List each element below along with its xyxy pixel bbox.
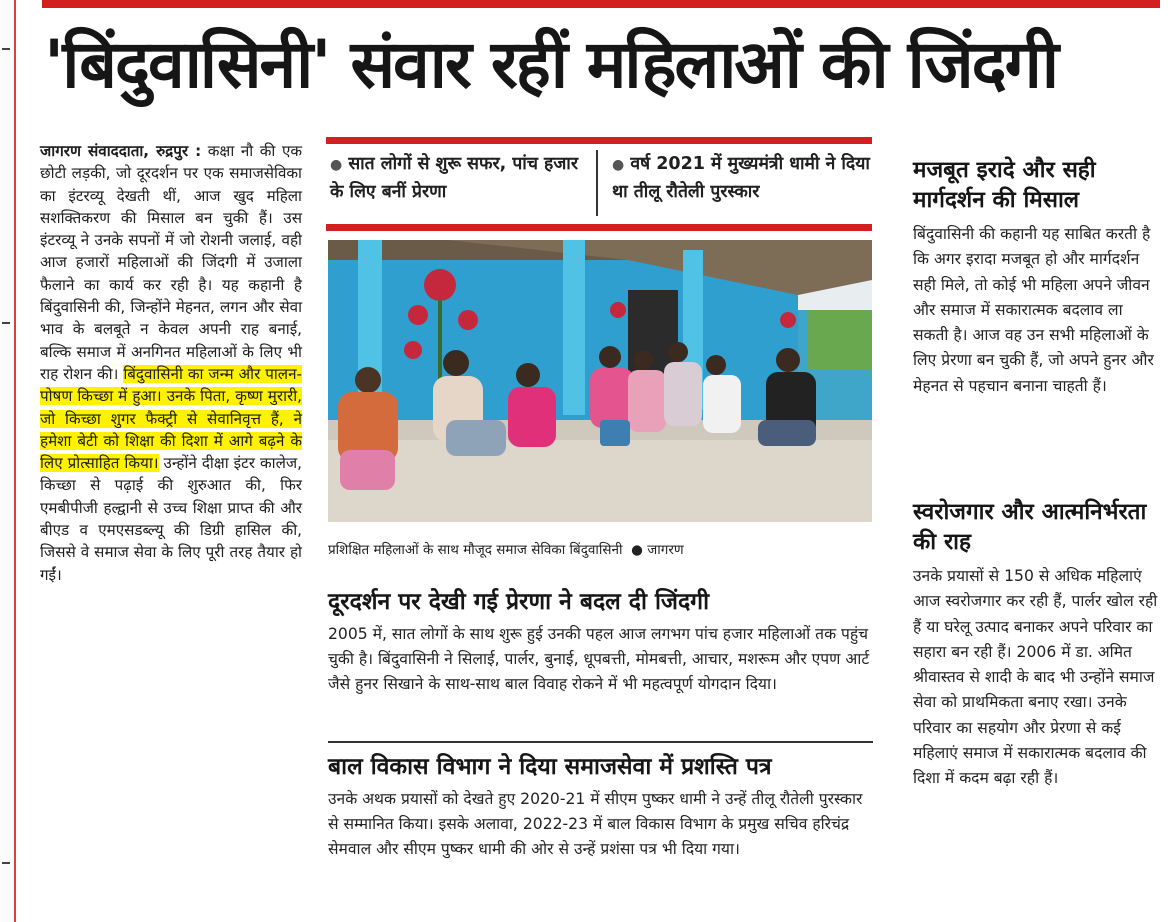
photo-credit: जागरण <box>647 542 684 558</box>
lead-paragraph: कक्षा नौ की एक छोटी लड़की, जो दूरदर्शन पर एक समाजसेविका का इंटरव्यू देखती थीं, आज खुद महिला सशक्तिकरण की मिसाल बन चुकी हैं। उस इंटरव्यू ने उनके सपनों में जो रोशनी जलाई, वही आज हजारों महिलाओं की जिंदगी में उजाला फैलाने का कार्य कर रही है। यह कहानी है बिंदुवासिनी की, जिन्होंने मेहनत, लगन और सेवा भाव के बलबूते न केवल अपनी राह बनाई, बल्कि समाज में अनगिनत महिलाओं के लिए भी राह रोशन की। <box>40 142 303 383</box>
page-edge-rule <box>0 0 16 922</box>
photo-illustration <box>328 240 872 522</box>
lead-column <box>40 140 302 586</box>
pullquote-2: ● वर्ष 2021 में मुख्यमंत्री धामी ने दिया था तीलू रौतेली पुरस्कार <box>612 154 870 202</box>
sidebar-heading-1: मजबूत इरादे और सही मार्गदर्शन की मिसाल <box>913 157 1096 213</box>
byline: जागरण संवाददाता, रुद्रपुर : <box>40 142 202 160</box>
bullet-icon: ● <box>330 157 343 173</box>
sidebar-body-1: बिंदुवासिनी की कहानी यह साबित करती है कि अगर इरादा मजबूत हो और मार्गदर्शन सही मिले, तो कोई भी महिला अपने जीवन और समाज में सकारात्मक बदलाव ला सकती है। आज वह उन सभी महिलाओं के लिए प्रेरणा बन चुकी हैं, जो अपने हुनर और मेहनत से पहचान बनाना चाहती हैं। <box>913 225 1154 395</box>
photo-caption-line <box>328 540 872 558</box>
edge-tick <box>2 48 10 50</box>
bullet-icon: ● <box>612 157 625 173</box>
highlighted-passage: बिंदुवासिनी का जन्म और पालन-पोषण किच्छा में हुआ। उनके पिता, कृष्ण मुरारी, जो किच्छा शुगर फैक्ट्री से सेवानिवृत्त हैं, ने हमेशा बेटी को शिक्षा की दिशा में आगे बढ़ने के लिए प्रोत्साहित किया। <box>40 364 303 473</box>
top-accent-bar <box>42 0 1160 8</box>
edge-tick <box>2 322 10 324</box>
photo-caption: प्रशिक्षित महिलाओं के साथ मौजूद समाज सेविका बिंदुवासिनी <box>328 542 623 558</box>
pullquote-bottom-bar <box>326 224 872 231</box>
pullquote-1: ● सात लोगों से शुरू सफर, पांच हजार के लिए बनीं प्रेरणा <box>330 154 578 202</box>
section2-body: उनके अथक प्रयासों को देखते हुए 2020-21 में सीएम पुष्कर धामी ने उन्हें तीलू रौतेली पुरस्कार से सम्मानित किया। इसके अलावा, 2022-23 में बाल विकास विभाग के प्रमुख सचिव हरिचंद्र सेमवाल और सीएम पुष्कर धामी की ओर से उन्हें प्रशंसा पत्र भी दिया गया। <box>328 790 863 859</box>
edge-tick <box>2 862 10 864</box>
headline: 'बिंदुवासिनी' संवार रहीं महिलाओं की जिंदगी <box>44 26 1057 103</box>
lead-paragraph-continued: उन्होंने दीक्षा इंटर कालेज, किच्छा से पढ़ाई की शुरुआत की, फिर एमबीपीजी हल्द्वानी से उच्च शिक्षा प्राप्त की और बीएड व एमएसडब्ल्यू की डिग्री हासिल की, जिससे वे समाज सेवा के लिए पूरी तरह तैयार हो गईं। <box>40 454 303 584</box>
pullquote-top-bar <box>326 137 872 144</box>
news-photo <box>328 240 872 522</box>
credit-bullet-icon: ● <box>626 542 643 558</box>
pullquote-divider <box>596 150 598 216</box>
section2-heading: बाल विकास विभाग ने दिया समाजसेवा में प्रशस्ति पत्र <box>328 754 772 780</box>
section-divider <box>328 741 873 743</box>
section1-heading: दूरदर्शन पर देखी गई प्रेरणा ने बदल दी जिंदगी <box>328 589 710 615</box>
sidebar-body-2: उनके प्रयासों से 150 से अधिक महिलाएं आज स्वरोजगार कर रही हैं, पार्लर खोल रही हैं या घरेलू उत्पाद बनाकर अपने परिवार का सहारा बन रही हैं। 2006 में डा. अमित श्रीवास्तव से शादी के बाद भी उन्होंने समाज सेवा को प्राथमिकता बनाए रखा। उनके परिवार का सहयोग और प्रेरणा से कई महिलाएं समाज में सकारात्मक बदलाव की दिशा में कदम बढ़ा रही हैं। <box>913 567 1158 788</box>
section1-body: 2005 में, सात लोगों के साथ शुरू हुई उनकी पहल आज लगभग पांच हजार महिलाओं तक पहुंच चुकी है। बिंदुवासिनी ने सिलाई, पार्लर, बुनाई, धूपबत्ती, मोमबत्ती, आचार, मशरूम और एपण आर्ट जैसे हुनर सिखाने के साथ-साथ बाल विवाह रोकने में भी महत्वपूर्ण योगदान दिया। <box>328 625 870 694</box>
sidebar-heading-2: स्वरोजगार और आत्मनिर्भरता की राह <box>913 499 1147 555</box>
